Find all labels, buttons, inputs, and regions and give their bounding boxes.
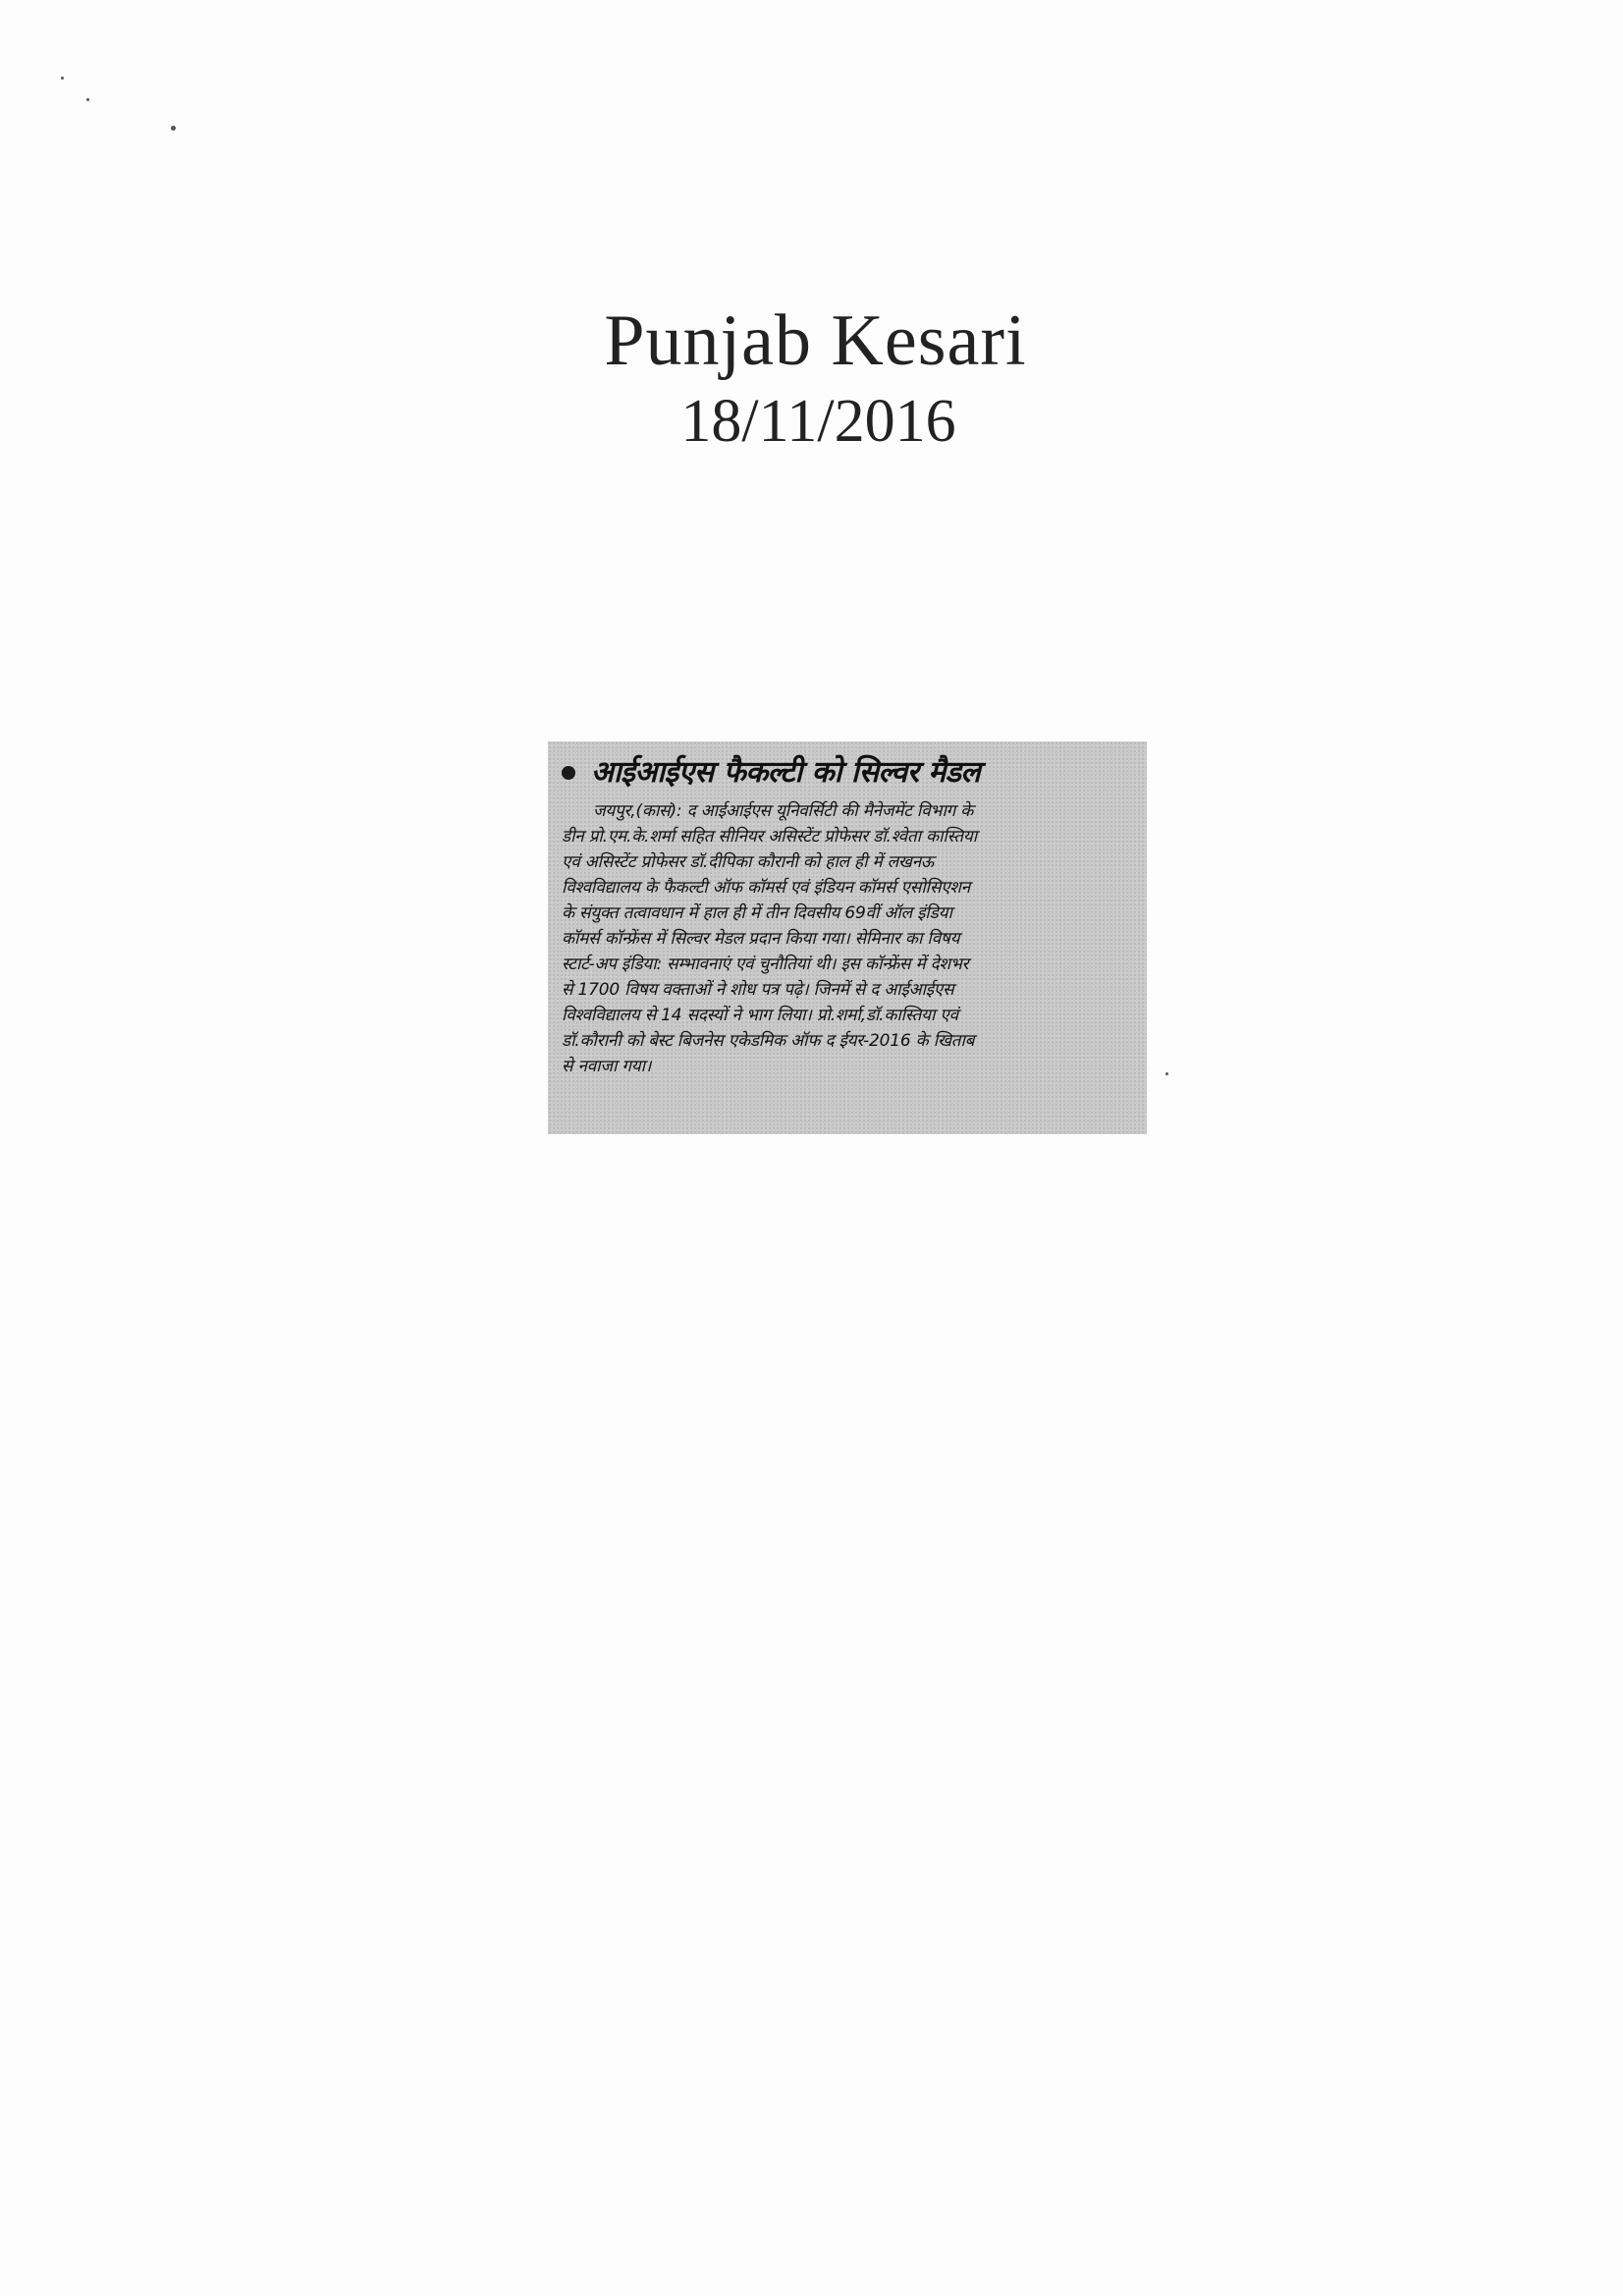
clipping-headline-row [562, 753, 1135, 793]
scan-speck [61, 77, 64, 80]
clipping-body-line: स्टार्ट-अप इंडिया: सम्भावनाएं एवं चुनौतियां थी। इस कॉन्फ्रेंस में देशभर [562, 955, 969, 974]
clipping-body-line: के संयुक्त तत्वावधान में हाल ही में तीन दिवसीय 69वीं ऑल इंडिया [562, 903, 952, 923]
publication-date: 18/11/2016 [680, 388, 956, 455]
clipping-body-line: से नवाजा गया। [562, 1057, 652, 1076]
clipping-body-line: से 1700 विषय वक्ताओं ने शोध पत्र पढ़े। जिनमें से द आईआईएस [562, 980, 954, 1000]
clipping-headline: आईआईएस फैकल्टी को सिल्वर मैडल [591, 755, 981, 790]
newspaper-name: Punjab Kesari [604, 301, 1027, 381]
scan-speck [86, 98, 89, 101]
clipping-body-line: डॉ.कौरानी को बेस्ट बिजनेस एकेडमिक ऑफ द ईयर-2016 के खिताब [562, 1031, 975, 1051]
clipping-body [562, 798, 1135, 1079]
news-clipping [548, 741, 1147, 1134]
clipping-body-line: डीन प्रो.एम.के.शर्मा सहित सीनियर असिस्टेंट प्रोफेसर डॉ.श्वेता कास्तिया [562, 827, 977, 847]
clipping-body-line: विश्वविद्यालय के फैकल्टी ऑफ कॉमर्स एवं इंडियन कॉमर्स एसोसिएशन [562, 878, 971, 898]
scan-speck [171, 126, 176, 131]
clipping-body-line: विश्वविद्यालय से 14 सदस्यों ने भाग लिया। प्रो.शर्मा,डॉ.कास्तिया एवं [562, 1006, 958, 1025]
clipping-body-line: कॉमर्स कॉन्फ्रेंस में सिल्वर मेडल प्रदान किया गया। सेमिनार का विषय [562, 929, 960, 949]
bullet-icon [562, 766, 575, 780]
newspaper-header [0, 301, 1623, 455]
clipping-body-line: एवं असिस्टेंट प्रोफेसर डॉ.दीपिका कौरानी को हाल ही में लखनऊ [562, 852, 935, 872]
scan-speck [1165, 1072, 1168, 1075]
clipping-body-line: जयपुर,(कासं): द आईआईएस यूनिवर्सिटी की मैनेजमेंट विभाग के [593, 801, 974, 821]
